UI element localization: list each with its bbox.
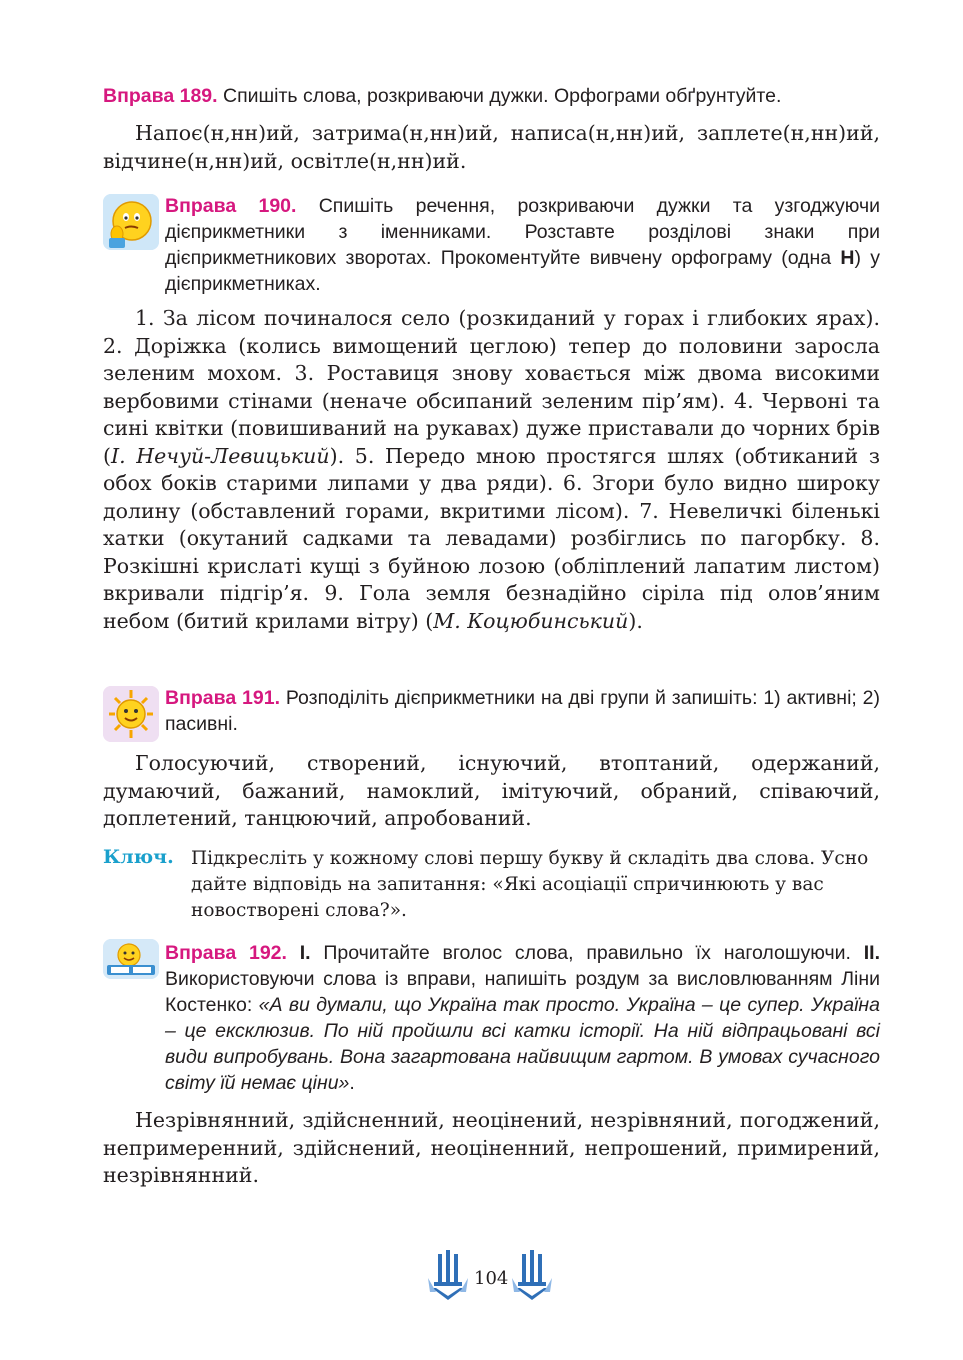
exercise-190-task xyxy=(165,193,880,297)
exercise-192-task-end: . xyxy=(349,1072,355,1094)
exercise-190-author-1: І. Нечуй-Левицький xyxy=(111,443,330,468)
key-text: Підкресліть у кожному слові першу букву й складіть два слова. Усно дайте відповідь на запитання: «Які асоціації спричинюють у вас новостворені слова?». xyxy=(191,848,869,921)
exercise-190-instruction-a: Спишіть речення, розкриваючи дужки та узгоджуючи дієприкметники з іменниками. Розставте розділові знаки при дієприкметникових зворотах. Прокоментуйте вивчену орфограму (одна xyxy=(165,195,881,269)
exercise-190-instruction-letter: Н xyxy=(840,247,855,269)
exercise-190-instruction-b: ) у дієприкметниках. xyxy=(165,247,880,295)
exercise-192-quote: «А ви думали, що Україна так просто. Україна – це супер. Україна – це ексклюзив. По ній пройшли всі катки історії. На ній відпрацьовані всі види випробувань. Вона загартована найвищим гартом. В умовах сучасного світу їй немає ціни» xyxy=(165,994,880,1094)
exercise-190-sentences-1: 1. За лісом починалося село (розкиданий у горах і глибоких ярах). 2. Доріжка (колись вимощений цеглою) тепер до половини заросла зеленим мохом. 3. Роставиця знову ховається між двома високими вербовими стінами (неначе обсипаний зеленим пір’ям). 4. Червоні та сині квітки (повишиваний на рукавах) дуже приставали до чорних брів ( xyxy=(103,306,880,468)
exercise-190-author-2: М. Коцюбинський xyxy=(433,608,629,633)
exercise-189-text xyxy=(103,120,880,175)
exercise-192-part-1-instruction: Прочитайте вголос слова, правильно їх наголошуючи. xyxy=(310,942,851,964)
exercise-191-words: Голосуючий, створений, існуючий, втоптаний, одержаний, думаючий, бажаний, намоклий, імітуючий, обраний, співаючий, доплетений, танцюючий, апробований. xyxy=(103,751,880,830)
exercise-191-task xyxy=(165,685,880,737)
exercise-190-sentences-3: ). xyxy=(628,608,643,633)
exercise-192-part-2-label: ІІ. xyxy=(863,942,880,964)
exercise-192-words: Незрівнянний, здійсненний, неоцінений, незрівняний, погоджений, непримеренний, здійснений, неоціненний, непрошений, примирений, незрівнянний. xyxy=(103,1108,880,1187)
exercise-189-instruction: Спишіть слова, розкриваючи дужки. Орфограми обґрунтуйте. xyxy=(217,85,782,107)
exercise-192-text xyxy=(103,1107,880,1190)
exercise-189-task xyxy=(103,83,893,109)
exercise-191-title: Вправа 191. xyxy=(165,687,280,709)
exercise-189-title: Вправа 189. xyxy=(103,85,218,107)
sun-smiley-icon xyxy=(103,686,159,742)
reading-smiley-icon xyxy=(103,939,159,979)
exercise-189-words: Напоє(н,нн)ий, затрима(н,нн)ий, написа(н,нн)ий, заплете(н,нн)ий, відчине(н,нн)ий, освітле(н,нн)ий. xyxy=(103,121,880,173)
exercise-190-title: Вправа 190. xyxy=(165,195,297,217)
exercise-190-sentences xyxy=(103,305,880,635)
exercise-192-task xyxy=(165,940,880,1096)
exercise-192-part-2-instruction: Використовуючи слова із вправи, напишіть роздум за висловлюванням Ліни Костенко: xyxy=(165,968,880,1016)
exercise-192-title: Вправа 192. xyxy=(165,942,287,964)
exercise-191-instruction: Розподіліть дієприкметники на дві групи й запишіть: 1) активні; 2) пасивні. xyxy=(165,687,881,735)
page-footer xyxy=(424,1248,556,1304)
exercise-190-sentences-2: ). 5. Передо мною простягся шлях (обтиканий з обох боків старими липами у два ряди). 6. Згори було видно широку долину (обставлений горами, вкритими лісом). 7. Невеличкі біленькі хатки (окутаний садками та левадами) розбіглись по пагорбку. 8. Розкішні крислаті кущі з буйною лозою (обліплений лапатим листом) вкривали підгір’я. 9. Гола земля безнадійно сіріла під олов’яним небом (битий крилами вітру) ( xyxy=(103,443,880,633)
exercise-191-text xyxy=(103,750,880,833)
page-number: 104 xyxy=(474,1268,509,1289)
exercise-190-text xyxy=(103,305,880,635)
key-label: Ключ. xyxy=(103,846,174,868)
thinking-smiley-icon xyxy=(103,194,159,250)
exercise-192-part-1-label: І. xyxy=(299,942,311,964)
